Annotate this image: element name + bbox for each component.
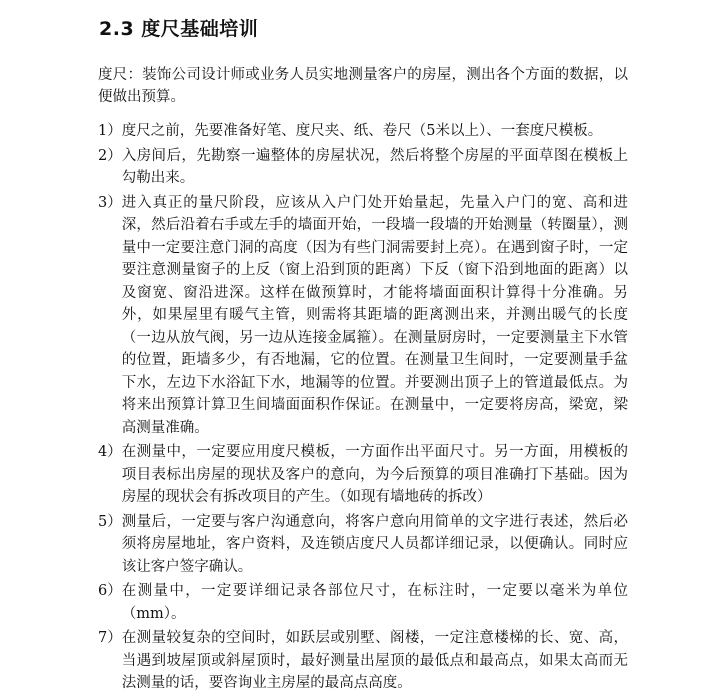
item-text: 在测量中，一定要应用度尺模板，一方面作出平面尺寸。另一方面，用模板的项目表标出房屋的现状及客户的意向，为今后预算的项目准确打下基础。因为房屋的现状会有拆改项目的产生。（如现有墙地砖的拆改） xyxy=(121,444,628,505)
list-item xyxy=(98,192,628,440)
item-number: 6） xyxy=(98,583,122,599)
item-number: 1） xyxy=(98,123,122,139)
list-item xyxy=(98,145,628,190)
item-number: 5） xyxy=(98,513,122,530)
item-number: 3） xyxy=(98,194,122,211)
item-text: 进入真正的量尺阶段，应该从入户门处开始量起，先量入户门的宽、高和进深，然后沿着右手或左手的墙面开始，一段墙一段墙的开始测量（转圈量），测量中一定要注意门洞的高度（因为有些门洞需要封上亮）。在遇到窗子时，一定要注意测量窗子的上反（窗上沿到顶的距离）下反（窗下沿到地面的距离）以及窗宽、窗沿进深。这样在做预算时，才能将墙面面积计算得十分准确。另外，如果屋里有暖气主管，则需将其距墙的距离测出来，并测出暖气的长度（一边从放气阀，另一边从连接金属箍）。在测量厨房时，一定要测量主下水管的位置，距墙多少，有否地漏，它的位置。在测量卫生间时，一定要测量手盆下水，左边下水浴缸下水，地漏等的位置。并要测出顶子上的管道最低点。为将来出预算计算卫生间墙面面积作保证。在测量中，一定要将房高，梁宽，梁高测量准确。 xyxy=(121,194,628,436)
list-item xyxy=(98,120,628,143)
list-item xyxy=(98,627,628,695)
steps-list xyxy=(98,120,628,697)
item-text: 入房间后，先勘察一遍整体的房屋状况，然后将整个房屋的平面草图在模板上勾勒出来。 xyxy=(121,147,628,186)
item-text: 在测量中，一定要详细记录各部位尺寸，在标注时，一定要以毫米为单位（mm）。 xyxy=(121,583,628,622)
list-item xyxy=(98,441,628,509)
list-item xyxy=(98,511,628,579)
item-number: 4） xyxy=(98,444,122,460)
intro-paragraph: 度尺：装饰公司设计师或业务人员实地测量客户的房屋，测出各个方面的数据，以便做出预算。 xyxy=(98,67,628,105)
item-number: 2） xyxy=(98,147,122,164)
item-text: 在测量较复杂的空间时，如跃层或别墅、阁楼，一定注意楼梯的长、宽、高，当遇到坡屋顶或斜屋顶时，最好测量出屋顶的最低点和最高点，如果太高而无法测量的话，要咨询业主房屋的最高点高度。 xyxy=(121,630,628,691)
item-text: 度尺之前，先要准备好笔、度尺夹、纸、卷尺（5米以上）、一套度尺模板。 xyxy=(121,123,603,139)
item-number: 7） xyxy=(98,630,122,646)
list-item xyxy=(98,580,628,625)
section-heading: 2.3 度尺基础培训 xyxy=(99,18,259,40)
item-text: 测量后，一定要与客户沟通意向，将客户意向用简单的文字进行表述，然后必须将房屋地址，客户资料，及连锁店度尺人员都详细记录，以便确认。同时应该让客户签字确认。 xyxy=(121,513,628,575)
